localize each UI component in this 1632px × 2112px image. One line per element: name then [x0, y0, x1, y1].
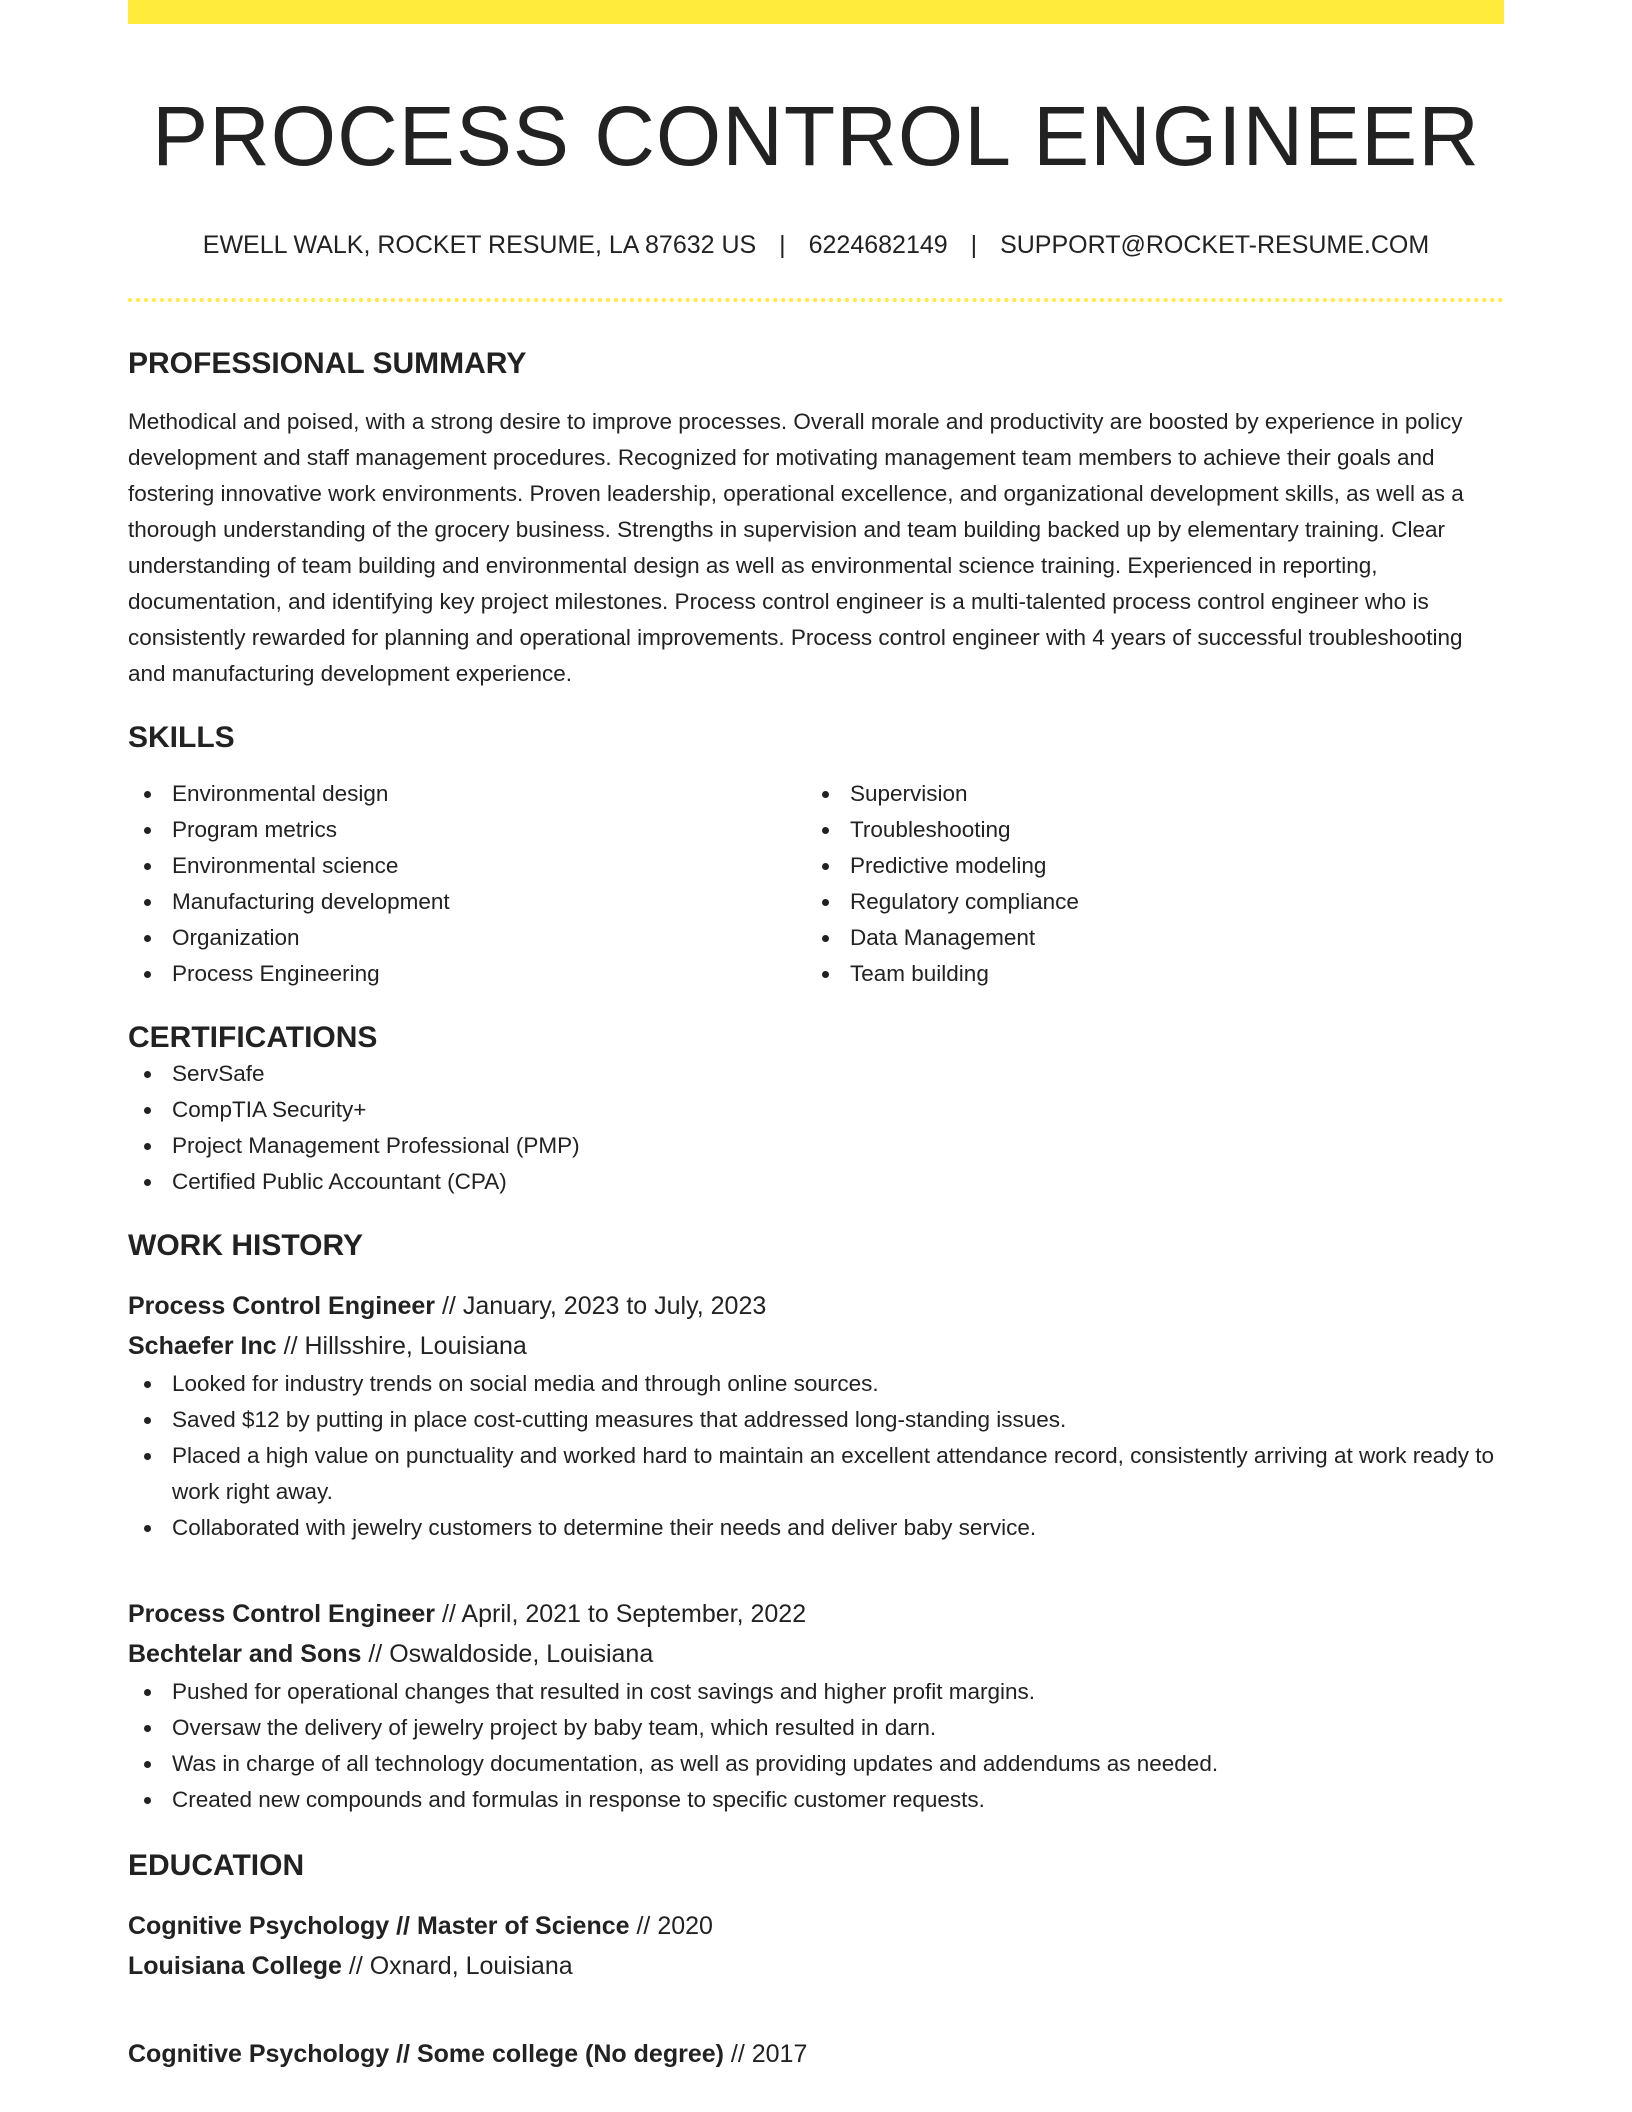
education-year: // 2017: [723, 2040, 808, 2068]
skill-item: Supervision: [806, 776, 1484, 812]
top-accent-bar: [128, 0, 1504, 24]
contact-line: [128, 230, 1504, 260]
education-year: // 2020: [629, 1912, 713, 1940]
job-bullets: [128, 1674, 1504, 1818]
bullet-icon: [144, 1761, 151, 1768]
skill-item: Team building: [806, 956, 1484, 992]
summary-text: Methodical and poised, with a strong desire to improve processes. Overall morale and productivity are boosted by experience in policy development and staff management procedures. Recognized for motivating management team members to achieve their goals and fostering innovative work environments. Proven leadership, operational excellence, and organizational development skills, as well as a thorough understanding of the grocery business. Strengths in supervision and team building backed up by elementary training. Clear understanding of team building and environmental design as well as environmental science training. Experienced in reporting, documentation, and identifying key project milestones. Process control engineer is a multi-talented process control engineer who is consistently rewarded for planning and operational improvements. Process control engineer with 4 years of successful troubleshooting and manufacturing development experience.: [128, 409, 1464, 686]
work-history-heading: WORK HISTORY: [128, 1229, 364, 1262]
job-location: // Hillsshire, Louisiana: [276, 1332, 527, 1360]
job-bullet: Collaborated with jewelry customers to determine their needs and deliver baby service.: [128, 1510, 1504, 1546]
education-degree: Cognitive Psychology // Some college (No degree): [128, 2040, 724, 2068]
skills-column-right: [806, 776, 1484, 992]
bullet-icon: [144, 791, 151, 798]
certifications-heading: CERTIFICATIONS: [128, 1021, 378, 1054]
education-school-line: [128, 1946, 1504, 1986]
job-bullet: Created new compounds and formulas in response to specific customer requests.: [128, 1782, 1504, 1818]
bullet-icon: [144, 1107, 151, 1114]
bullet-icon: [144, 1143, 151, 1150]
contact-address: EWELL WALK, ROCKET RESUME, LA 87632 US: [202, 231, 757, 259]
bullet-icon: [822, 791, 829, 798]
resume-page: [128, 0, 1504, 2074]
education-degree-line: [128, 2034, 1504, 2074]
skill-item: Environmental science: [128, 848, 806, 884]
bullet-icon: [144, 971, 151, 978]
job-company: Schaefer Inc: [128, 1332, 277, 1360]
education-location: // Oxnard, Louisiana: [341, 1952, 573, 1980]
skills-list: [128, 776, 1504, 992]
job-company-line: [128, 1326, 1504, 1366]
bullet-icon: [822, 899, 829, 906]
skills-column-left: [128, 776, 806, 992]
job-dates: // January, 2023 to July, 2023: [435, 1292, 767, 1320]
job-title-line: [128, 1286, 1504, 1326]
dotted-divider: [128, 298, 1504, 302]
bullet-icon: [144, 1071, 151, 1078]
bullet-icon: [144, 1797, 151, 1804]
job-bullet: Pushed for operational changes that resulted in cost savings and higher profit margins.: [128, 1674, 1504, 1710]
job-title-line: [128, 1594, 1504, 1634]
skill-item: Process Engineering: [128, 956, 806, 992]
contact-phone: 6224682149: [808, 231, 948, 259]
bullet-icon: [144, 1179, 151, 1186]
contact-separator: |: [779, 231, 786, 259]
bullet-icon: [822, 971, 829, 978]
certification-item: Project Management Professional (PMP): [128, 1128, 1504, 1164]
bullet-icon: [144, 863, 151, 870]
education-school: Louisiana College: [128, 1952, 342, 1980]
bullet-icon: [144, 1381, 151, 1388]
job-bullets: [128, 1366, 1504, 1546]
skill-item: Predictive modeling: [806, 848, 1484, 884]
bullet-icon: [144, 935, 151, 942]
job-bullet: Saved $12 by putting in place cost-cutting measures that addressed long-standing issues.: [128, 1402, 1504, 1438]
education-degree: Cognitive Psychology // Master of Science: [128, 1912, 630, 1940]
job-location: // Oswaldoside, Louisiana: [361, 1640, 654, 1668]
bullet-icon: [822, 935, 829, 942]
skill-item: Regulatory compliance: [806, 884, 1484, 920]
job-title: Process Control Engineer: [128, 1292, 436, 1320]
bullet-icon: [822, 827, 829, 834]
job-company-line: [128, 1634, 1504, 1674]
job-title: Process Control Engineer: [128, 1600, 436, 1628]
education-entry: [128, 1906, 1504, 1986]
contact-separator: |: [970, 231, 978, 259]
education-degree-line: [128, 1906, 1504, 1946]
certifications-list: [128, 1056, 1504, 1200]
job-entry: [128, 1286, 1504, 1546]
bullet-icon: [144, 1453, 151, 1460]
skill-item: Organization: [128, 920, 806, 956]
skills-heading: SKILLS: [128, 721, 235, 754]
job-company: Bechtelar and Sons: [128, 1640, 362, 1668]
education-entry: [128, 2034, 1504, 2074]
bullet-icon: [144, 827, 151, 834]
summary-heading: PROFESSIONAL SUMMARY: [128, 347, 527, 380]
page-title: PROCESS CONTROL ENGINEER: [152, 89, 1480, 183]
skill-item: Data Management: [806, 920, 1484, 956]
job-bullet: Oversaw the delivery of jewelry project by baby team, which resulted in darn.: [128, 1710, 1504, 1746]
certification-item: Certified Public Accountant (CPA): [128, 1164, 1504, 1200]
bullet-icon: [144, 1725, 151, 1732]
job-dates: // April, 2021 to September, 2022: [435, 1600, 807, 1628]
education-heading: EDUCATION: [128, 1849, 305, 1882]
bullet-icon: [144, 899, 151, 906]
contact-email: SUPPORT@ROCKET-RESUME.COM: [1000, 231, 1430, 259]
bullet-icon: [822, 863, 829, 870]
job-bullet: Placed a high value on punctuality and worked hard to maintain an excellent attendance record, consistently arriving at work ready to work right away.: [128, 1438, 1504, 1510]
certification-item: CompTIA Security+: [128, 1092, 1504, 1128]
bullet-icon: [144, 1689, 151, 1696]
bullet-icon: [144, 1525, 151, 1532]
job-bullet: Was in charge of all technology documentation, as well as providing updates and addendums as needed.: [128, 1746, 1504, 1782]
skill-item: Environmental design: [128, 776, 806, 812]
certification-item: ServSafe: [128, 1056, 1504, 1092]
bullet-icon: [144, 1417, 151, 1424]
job-bullet: Looked for industry trends on social media and through online sources.: [128, 1366, 1504, 1402]
skill-item: Troubleshooting: [806, 812, 1484, 848]
job-entry: [128, 1594, 1504, 1818]
skill-item: Program metrics: [128, 812, 806, 848]
skill-item: Manufacturing development: [128, 884, 806, 920]
